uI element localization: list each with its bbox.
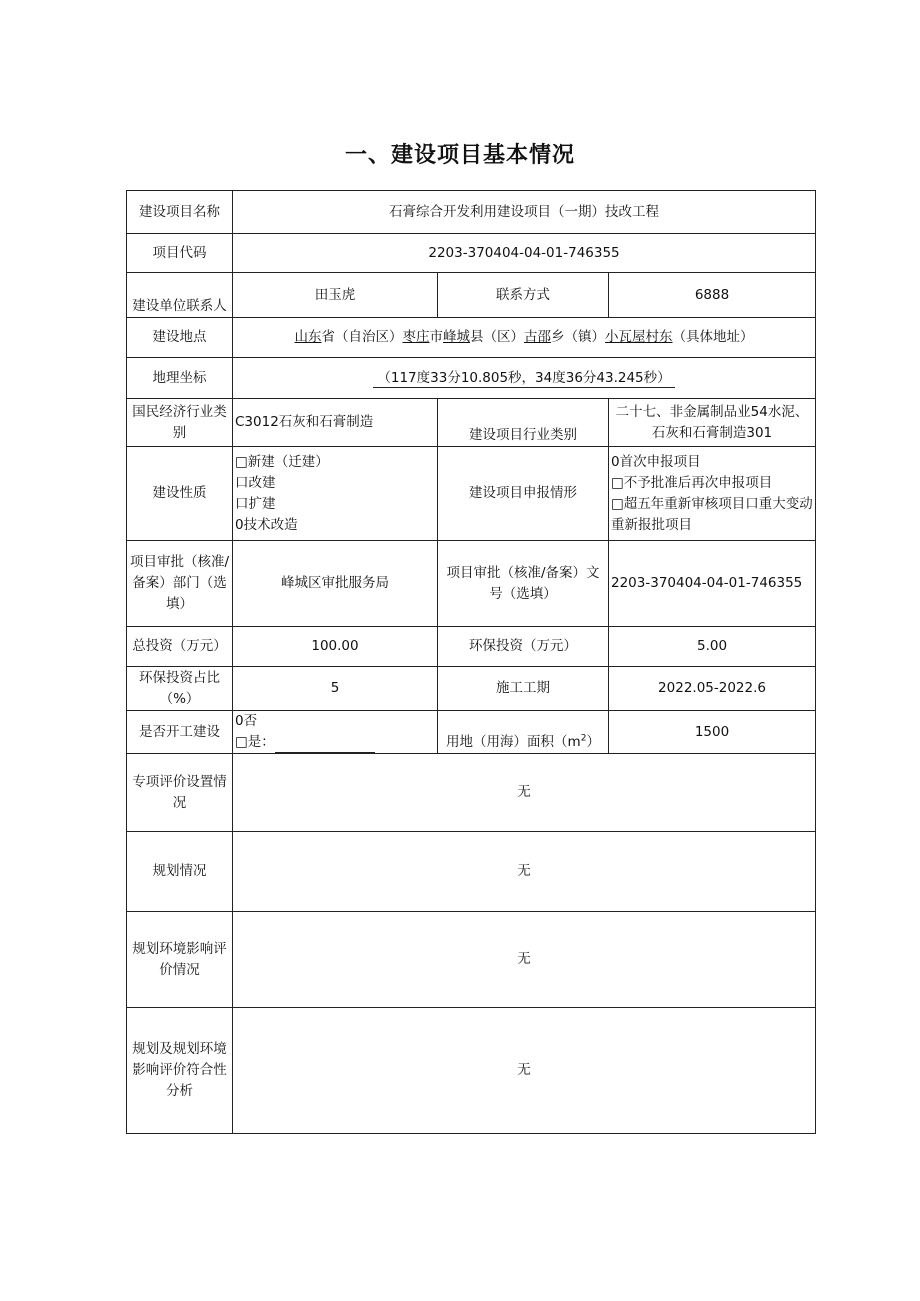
area-label-sup: 2 <box>580 733 587 744</box>
nature-options <box>233 447 438 541</box>
row-planning <box>127 832 816 912</box>
nature-option-expand: 口扩建 <box>235 495 276 512</box>
row-ratio <box>127 667 816 711</box>
started-date-blank <box>275 738 375 753</box>
area-label-close: ） <box>586 734 600 750</box>
env-investment-label: 环保投资（万元） <box>438 627 609 667</box>
location-address: 小瓦屋村东 <box>605 329 673 345</box>
nature-option-new: □新建（迁建） <box>235 453 329 470</box>
area-label <box>438 711 609 754</box>
coordinates-cell <box>233 358 816 399</box>
nature-option-tech: 0技术改造 <box>235 516 298 533</box>
row-project-name <box>127 191 816 234</box>
project-info-table <box>126 190 816 1134</box>
started-option-yes: □是： <box>235 734 275 750</box>
started-option-yes-row <box>235 732 435 753</box>
page-title: 一、建设项目基本情况 <box>344 143 575 168</box>
project-code-label: 项目代码 <box>127 234 233 273</box>
ratio-value: 5 <box>233 667 438 711</box>
env-investment-value: 5.00 <box>609 627 816 667</box>
row-industry <box>127 399 816 447</box>
location-value <box>233 318 816 358</box>
row-approval <box>127 541 816 627</box>
row-planning-env <box>127 912 816 1008</box>
row-nature <box>127 447 816 541</box>
period-value: 2022.05-2022.6 <box>609 667 816 711</box>
row-project-code <box>127 234 816 273</box>
report-option-first: 0首次申报项目 <box>611 453 701 470</box>
report-option-reapply: □不予批准后再次申报项目 <box>611 474 773 491</box>
report-options <box>609 447 816 541</box>
conformity-value: 无 <box>233 1008 816 1134</box>
contact-method-value: 6888 <box>609 273 816 318</box>
approval-label: 项目审批（核准/备案）部门（选填） <box>127 541 233 627</box>
ratio-label: 环保投资占比（%） <box>127 667 233 711</box>
special-eval-value: 无 <box>233 754 816 832</box>
project-name-value: 石膏综合开发利用建设项目（一期）技改工程 <box>233 191 816 234</box>
project-name-label: 建设项目名称 <box>127 191 233 234</box>
special-eval-label: 专项评价设置情况 <box>127 754 233 832</box>
row-conformity <box>127 1008 816 1134</box>
industry-value: C3012石灰和石膏制造 <box>233 399 438 447</box>
planning-env-value: 无 <box>233 912 816 1008</box>
location-county: 峰城 <box>443 329 471 345</box>
contact-value: 田玉虎 <box>233 273 438 318</box>
row-special-eval <box>127 754 816 832</box>
location-town: 古邵 <box>524 329 552 345</box>
location-label: 建设地点 <box>127 318 233 358</box>
industry-label: 国民经济行业类别 <box>127 399 233 447</box>
investment-label: 总投资（万元） <box>127 627 233 667</box>
started-options <box>233 711 438 754</box>
started-option-no: 0否 <box>235 713 258 729</box>
row-investment <box>127 627 816 667</box>
area-value: 1500 <box>609 711 816 754</box>
contact-label: 建设单位联系人 <box>127 273 233 318</box>
location-province-suffix: 省（自治区） <box>321 329 403 345</box>
planning-value: 无 <box>233 832 816 912</box>
location-city: 枣庄 <box>402 329 430 345</box>
nature-label: 建设性质 <box>127 447 233 541</box>
conformity-label: 规划及规划环境影响评价符合性分析 <box>127 1008 233 1134</box>
area-label-text: 用地（用海）面积（m <box>446 734 581 750</box>
approval-value: 峰城区审批服务局 <box>233 541 438 627</box>
coordinates-value: （117度33分10.805秒，34度36分43.245秒） <box>373 369 674 388</box>
row-started <box>127 711 816 754</box>
planning-env-label: 规划环境影响评价情况 <box>127 912 233 1008</box>
nature-option-rebuild: 口改建 <box>235 474 276 491</box>
planning-label: 规划情况 <box>127 832 233 912</box>
row-location <box>127 318 816 358</box>
location-province: 山东 <box>294 329 322 345</box>
location-address-suffix: （具体地址） <box>672 329 754 345</box>
industry-category-value: 二十七、非金属制品业54水泥、石灰和石膏制造301 <box>609 399 816 447</box>
location-county-suffix: 县（区） <box>470 329 525 345</box>
investment-value: 100.00 <box>233 627 438 667</box>
location-town-suffix: 乡（镇） <box>551 329 606 345</box>
row-coordinates <box>127 358 816 399</box>
contact-method-label: 联系方式 <box>438 273 609 318</box>
report-option-recheck: □超五年重新审核项目口重大变动重新报批项目 <box>611 495 813 533</box>
row-contact <box>127 273 816 318</box>
location-city-suffix: 市 <box>429 329 444 345</box>
started-label: 是否开工建设 <box>127 711 233 754</box>
report-label: 建设项目申报情形 <box>438 447 609 541</box>
project-code-value: 2203-370404-04-01-746355 <box>233 234 816 273</box>
period-label: 施工工期 <box>438 667 609 711</box>
industry-category-label: 建设项目行业类别 <box>438 399 609 447</box>
approval-doc-label: 项目审批（核准/备案）文号（选填） <box>438 541 609 627</box>
approval-doc-value: 2203-370404-04-01-746355 <box>609 541 816 627</box>
coordinates-label: 地理坐标 <box>127 358 233 399</box>
